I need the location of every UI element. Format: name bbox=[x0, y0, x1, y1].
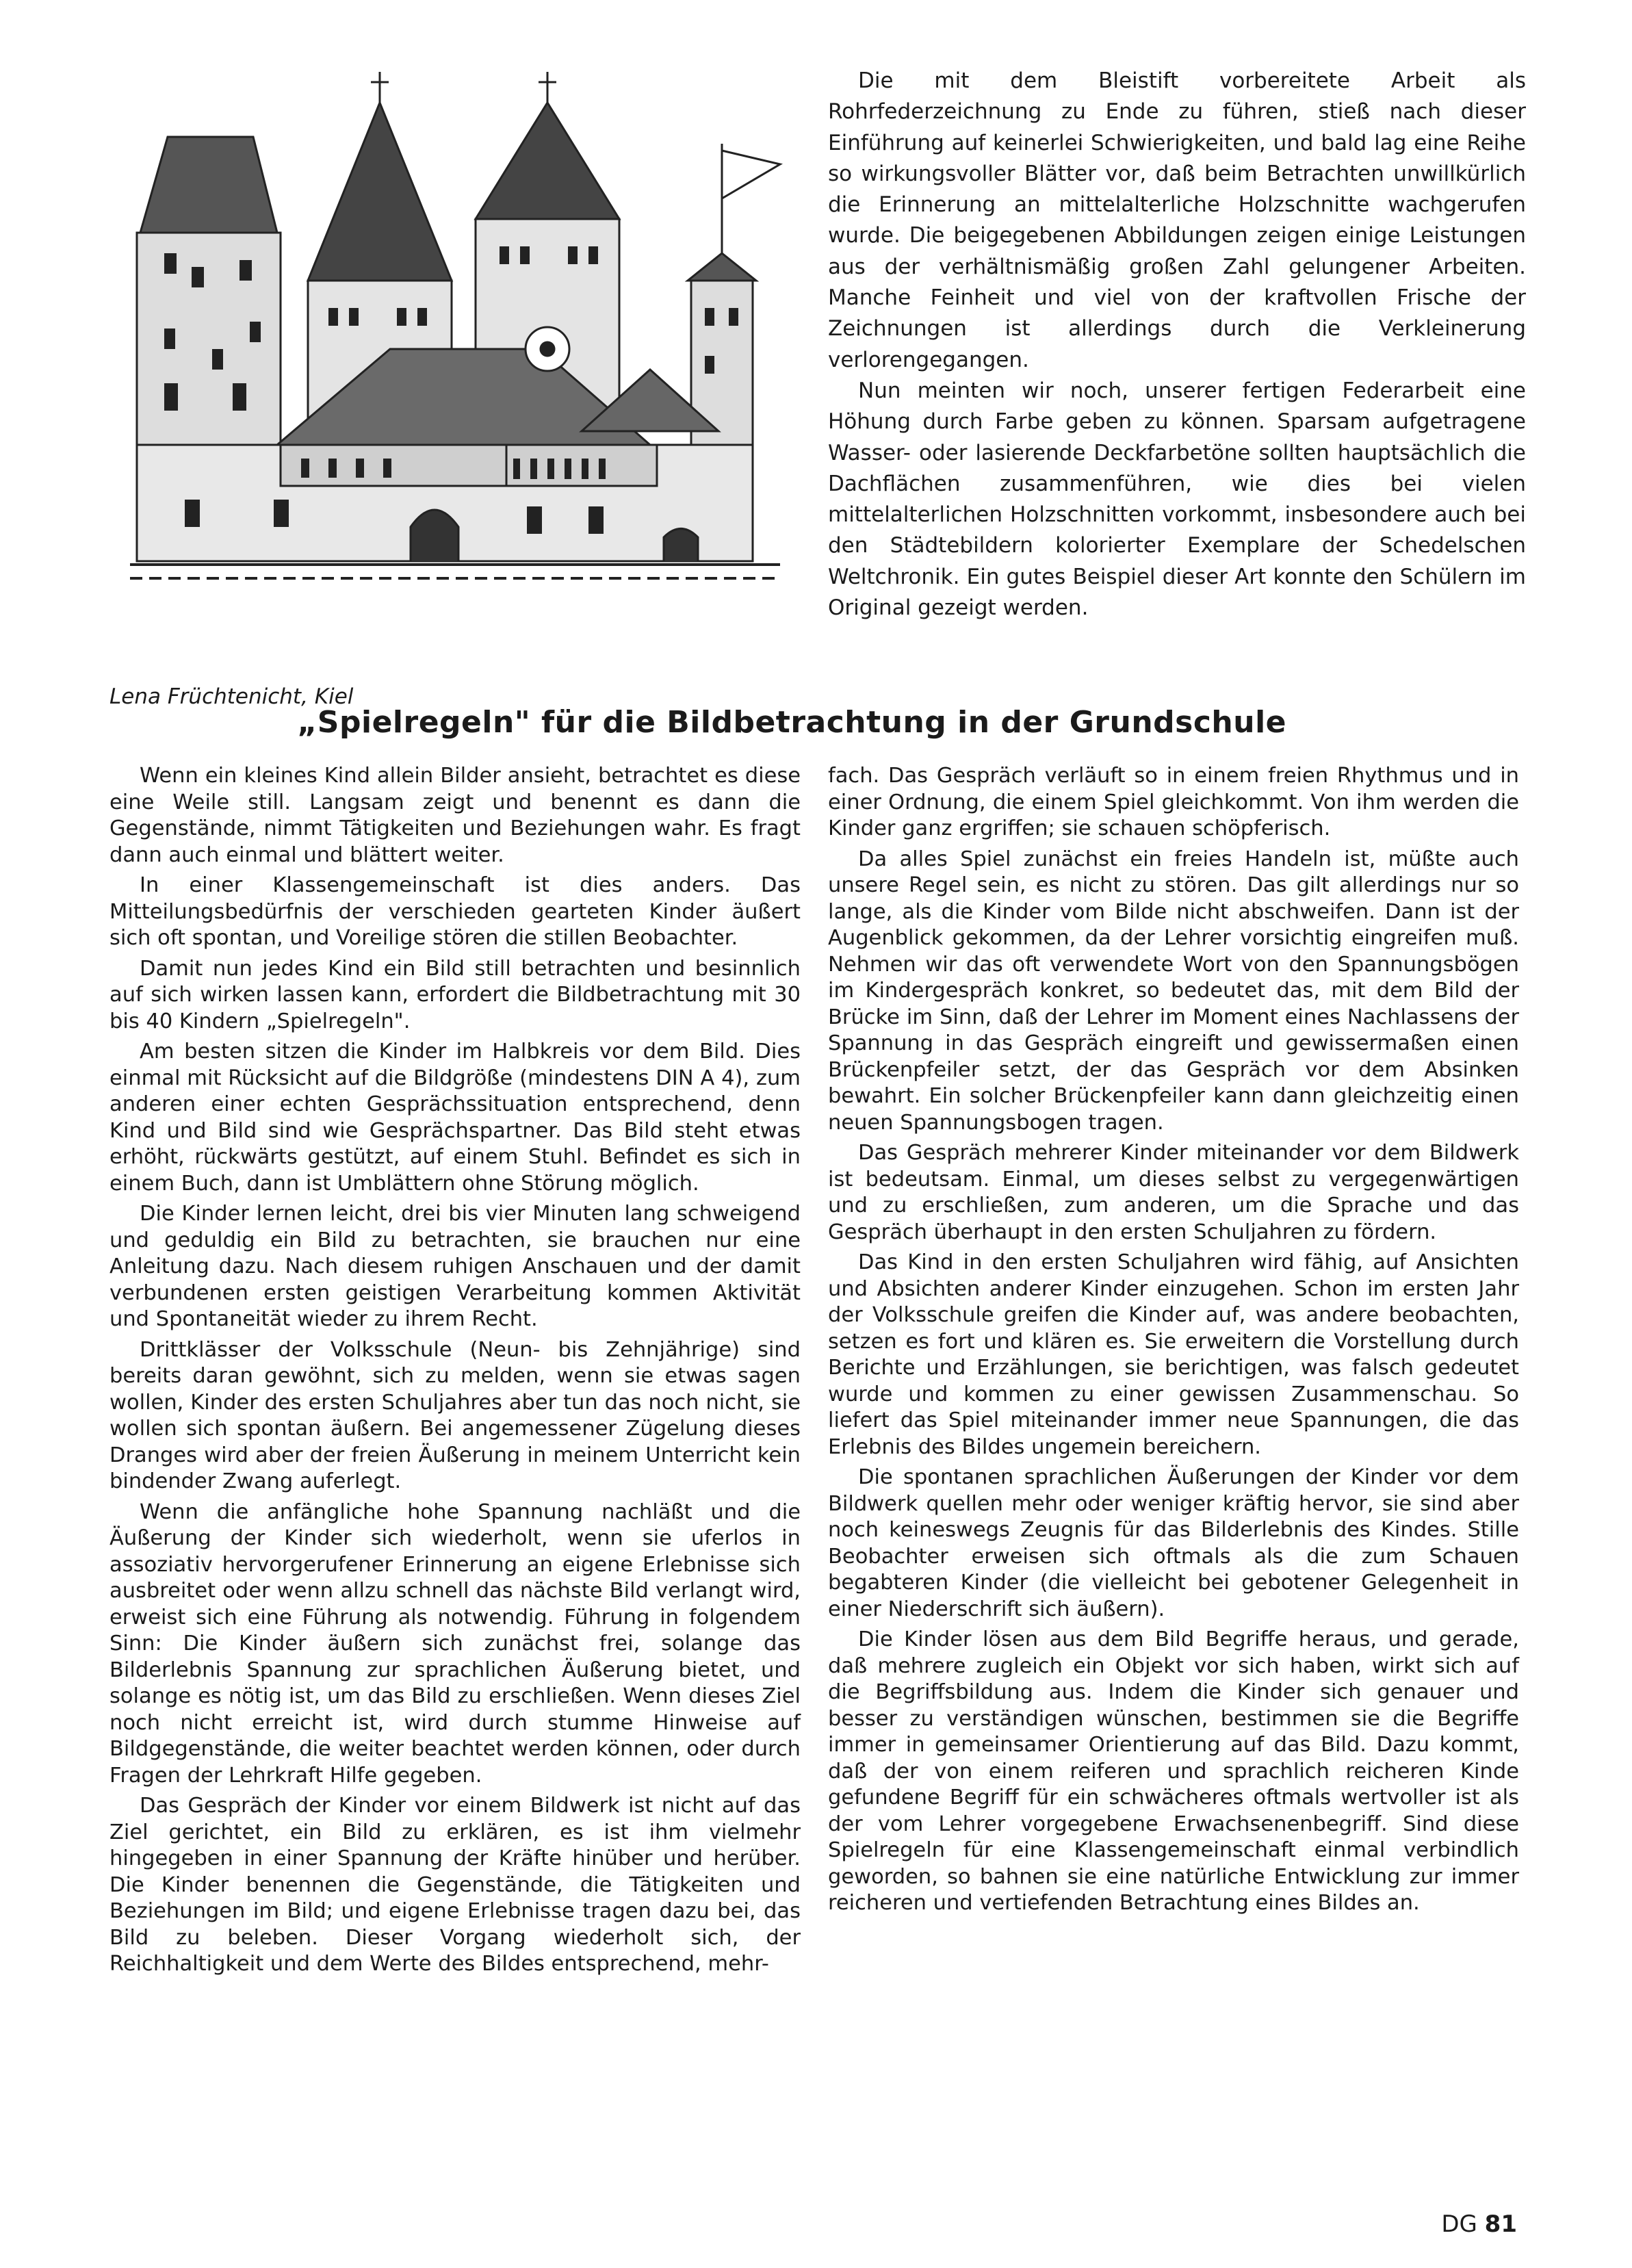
intro-text bbox=[828, 66, 1526, 623]
paragraph: Wenn ein kleines Kind allein Bilder ansieht, betrachtet es diese eine Weile still. Langsam zeigt und benennt es dann die Gegenstände, nimmt Tätigkeiten und Beziehungen wahr. Es fragt dann auch einmal und blättert weiter. bbox=[109, 764, 801, 867]
entrance bbox=[411, 510, 458, 561]
article-title: „Spielregeln" für die Bildbetrachtung in der Grundschule bbox=[297, 705, 1286, 740]
center-left-spire bbox=[308, 103, 452, 281]
paragraph: Das Gespräch mehrerer Kinder miteinander vor dem Bildwerk ist bedeutsam. Einmal, um dieses selbst zu vergegenwärtigen und zu erschließen, zum anderen, um die Sprache und das Gespräch überhaupt in den ersten Schuljahren zu fördern. bbox=[828, 1141, 1519, 1244]
paragraph: Die Kinder lernen leicht, drei bis vier Minuten lang schweigend und geduldig ein Bild zu betrachten, sie brauchen nur eine Anleitung dazu. Nach diesem ruhigen Anschauen und der damit verbundenen ersten geistigen Verarbeitung kommen Aktivität und Spontaneität wieder zu ihrem Recht. bbox=[109, 1202, 801, 1331]
paragraph: Da alles Spiel zunächst ein freies Handeln ist, müßte auch unsere Regel sein, es nicht zu stören. Das gilt allerdings nur so lange, als die Kinder vom Bilde nicht abschweifen. Dann ist der Augenblick gekommen, da der Lehrer vorsichtig eingreifen muß. Nehmen wir das oft verwendete Wort von den Spannungsbögen im Kindergespräch konkret, so bedeutet das, mit dem Bild der Brücke im Sinn, daß der Lehrer im Moment eines Nachlassens der Spannung in das Gespräch eingreift und gewissermaßen einen Brückenpfeiler setzt, der das Gespräch vor dem Absinken bewahrt. Ein solcher Brückenpfeiler kann dann gleichzeitig einen neuen Spannungsbogen tragen. bbox=[828, 847, 1519, 1135]
journal-abbreviation: DG bbox=[1441, 2211, 1477, 2238]
paragraph: Das Gespräch der Kinder vor einem Bildwerk ist nicht auf das Ziel gerichtet, ein Bild zu erklären, es ist ihm vielmehr hingegeben in einer Spannung der Kräfte hinüber und herüber. Die Kinder benennen die Gegenstände, die Tätigkeiten und Beziehungen im Bild; und eigene Erlebnisse tragen dazu bei, das Bild zu beleben. Dieser Vorgang wiederholt sich, der Reichhaltigkeit und dem Werte des Bildes entsprechend, mehr- bbox=[109, 1794, 801, 1976]
paragraph: Wenn die anfängliche hohe Spannung nachläßt und die Äußerung der Kinder sich wiederholt, wenn sie uferlos in assoziativ hervorgerufener Erinnerung an eigene Erlebnisse sich ausbreitet oder wenn allzu schnell das nächste Bild verlangt wird, erweist sich eine Führung als notwendig. Führung in folgendem Sinn: Die Kinder äußern sich zunächst frei, solange das Bilderlebnis Spannung zur sprachlichen Äußerung bietet, und solange es nötig ist, um das Bild zu erschließen. Wenn dieses Ziel noch nicht erreicht ist, wird durch stumme Hinweise auf Bildgegenstände, die weiter beachtet werden können, oder durch Fragen der Lehrkraft Hilfe gegeben. bbox=[109, 1499, 801, 1788]
page-footer bbox=[1441, 2211, 1517, 2238]
paragraph: Die spontanen sprachlichen Äußerungen der Kinder vor dem Bildwerk quellen mehr oder weniger kräftig hervor, sie sind aber noch keineswegs Zeugnis für das Bilderlebnis des Kindes. Stille Beobachter erweisen sich oftmals als die zum Schauen begabteren Kinder (die vielleicht bei gebotener Gelegenheit in einer Niederschrift sich äußern). bbox=[828, 1465, 1519, 1621]
intro-paragraph: Die mit dem Bleistift vorbereitete Arbeit als Rohrfederzeichnung zu Ende zu führen, stieß nach dieser Einführung auf keinerlei Schwierigkeiten, und bald lag eine Reihe so wirkungsvoller Blätter vor, daß beim Betrachten unwillkürlich die Erinnerung an mittelalterliche Holzschnitte wachgerufen wurde. Die beigegebenen Abbildungen zeigen einige Leistungen aus der verhältnismäßig großen Zahl gelungener Arbeiten. Manche Feinheit und viel von der kraftvollen Frische der Zeichnungen ist allerdings durch die Verkleinerung verlorengegangen. bbox=[828, 68, 1526, 372]
intro-paragraph: Nun meinten wir noch, unserer fertigen Federarbeit eine Höhung durch Farbe geben zu können. Sparsam aufgetragene Wasser- oder lasierende Deckfarbetöne sollten hauptsächlich die Dachflächen zusammenführen, wie dies bei vielen mittelalterlichen Holzschnitten vorkommt, insbesondere auch bei den Städtebildern kolorierter Exemplare der Schedelschen Weltchronik. Ein gutes Beispiel dieser Art konnte den Schülern im Original gezeigt werden. bbox=[828, 378, 1526, 621]
paragraph: Das Kind in den ersten Schuljahren wird fähig, auf Ansichten und Absichten anderer Kinder einzugehen. Schon im ersten Jahr der Volksschule greifen die Kinder auf, was andere beobachten, setzen es fort und klären es. Sie erweitern die Vorstellung durch Berichte und Erzählungen, sie berichtigen, was falsch gedeutet wurde und kommen zu einer gewissen Zusammenschau. So liefert das Spiel miteinander immer neue Spannungen, die das Erlebnis des Bildes ungemein bereichern. bbox=[828, 1250, 1519, 1459]
article-left-column bbox=[109, 763, 801, 1978]
paragraph: Drittklässer der Volksschule (Neun- bis Zehnjährige) sind bereits daran gewöhnt, sich zu melden, wenn sie etwas sagen wollen, Kinder des ersten Schuljahres aber tun das noch nicht, sie wollen sich spontan äußern. Bei angemessener Zügelung dieses Dranges wird aber der freien Äußerung in meinem Unterricht kein bindender Zwang auferlegt. bbox=[109, 1337, 801, 1493]
paragraph: Am besten sitzen die Kinder im Halbkreis vor dem Bild. Dies einmal mit Rücksicht auf die Bildgröße (mindestens DIN A 4), zum anderen einer echten Gesprächssituation entsprechend, denn Kind und Bild sind wie Gesprächspartner. Das Bild steht etwas erhöht, rückwärts gestützt, auf einem Stuhl. Befindet es sich in einem Buch, dann ist Umblättern ohne Störung möglich. bbox=[109, 1040, 801, 1196]
article-author: Lena Früchtenicht, Kiel bbox=[109, 684, 354, 709]
article-right-column bbox=[828, 763, 1519, 1917]
left-tower-roof bbox=[140, 137, 277, 233]
church-drawing-illustration bbox=[103, 62, 801, 595]
page-number: 81 bbox=[1484, 2211, 1517, 2238]
flag bbox=[722, 151, 780, 198]
paragraph: Damit nun jedes Kind ein Bild still betrachten und besinnlich auf sich wirken lassen kann, erfordert die Bildbetrachtung mit 30 bis 40 Kindern „Spielregeln". bbox=[109, 956, 801, 1033]
paragraph: fach. Das Gespräch verläuft so in einem freien Rhythmus und in einer Ordnung, die einem Spiel gleichkommt. Von ihm werden die Kinder ganz ergriffen; sie schauen schöpferisch. bbox=[828, 764, 1519, 840]
paragraph: Die Kinder lösen aus dem Bild Begriffe heraus, und gerade, daß mehrere zugleich ein Objekt vor sich haben, wirkt sich auf die Begriffsbildung aus. Indem die Kinder sich genauer und besser zu verständigen wünschen, bestimmen sie die Begriffe immer in gemeinsamer Orientierung auf das Bild. Dazu kommt, daß der von einem reiferen und sprachlich reicheren Kinde gefundene Begriff für ein schwächeres oftmals wertvoller ist als der vom Lehrer vorgegebene Erwachsenenbegriff. Sind diese Spielregeln für eine Klassengemeinschaft einmal verbindlich geworden, so bahnen sie eine natürliche Entwicklung zur immer reicheren und vertiefenden Betrachtung eines Bildes an. bbox=[828, 1627, 1519, 1915]
paragraph: In einer Klassengemeinschaft ist dies anders. Das Mitteilungsbedürfnis der verschieden gearteten Kinder äußert sich oft spontan, und Voreilige stören die stillen Beobachter. bbox=[109, 873, 801, 950]
center-right-spire bbox=[476, 103, 619, 219]
